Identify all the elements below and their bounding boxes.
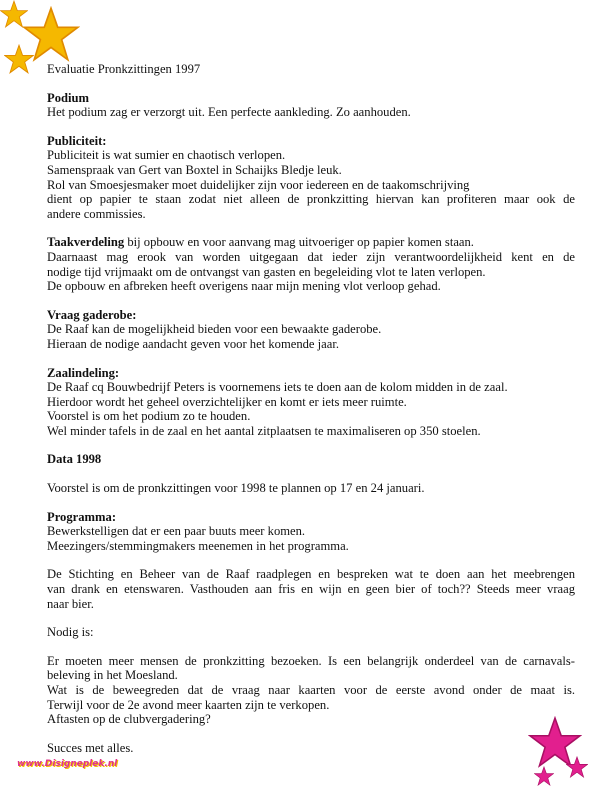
section-publiciteit xyxy=(47,134,575,222)
paragraph-nodig-is: Nodig is: xyxy=(47,625,94,640)
body-line: Voorstel is om de pronkzittingen voor 1998 te plannen op 17 en 24 januari. xyxy=(47,481,425,496)
body-line: Samenspraak van Gert van Boxtel in Schaijks Bledje leuk. xyxy=(47,162,342,177)
body-line: Publiciteit is wat sumier en chaotisch verlopen. xyxy=(47,148,286,163)
section-heading: Vraag gaderobe: xyxy=(47,307,137,322)
body-line: naar bier. xyxy=(47,596,94,611)
body-line: beleving in het Moesland. xyxy=(47,668,178,683)
section-vraag-gaderobe xyxy=(47,308,575,352)
section-heading: Zaalindeling: xyxy=(47,365,120,380)
body-line: De Stichting en Beheer van de Raaf raadplegen en bespreken wat te doen aan het meebrengen xyxy=(47,567,575,582)
body-line: andere commissies. xyxy=(47,206,146,221)
body-text: bij opbouw en voor aanvang mag uitvoeriger op papier komen staan. xyxy=(124,235,474,250)
section-heading: Data 1998 xyxy=(47,452,102,467)
body-line: Voorstel is om het podium zo te houden. xyxy=(47,409,251,424)
section-zaalindeling xyxy=(47,366,575,439)
body-line: dient op papier te staan zodat niet alleen de pronkzitting hiervan kan profiteren maar ook de xyxy=(47,192,575,207)
body-line xyxy=(47,235,575,250)
document-title: Evaluatie Pronkzittingen 1997 xyxy=(47,62,201,76)
body-line: Wel minder tafels in de zaal en het aantal zitplaatsen te maximaliseren op 350 stoelen. xyxy=(47,423,481,438)
paragraph-stichting xyxy=(47,567,575,611)
body-line: Daarnaast mag erook van worden uitgegaan dat ieder zijn verantwoordelijkheid kent en de xyxy=(47,249,575,264)
body-line: De Raaf cq Bouwbedrijf Peters is voornemens iets te doen aan de kolom midden in de zaal. xyxy=(47,380,508,395)
body-line: Hieraan de nodige aandacht geven voor het komende jaar. xyxy=(47,336,339,351)
body-line: Aftasten op de clubvergadering? xyxy=(47,712,211,727)
section-heading: Podium xyxy=(47,90,89,105)
section-programma xyxy=(47,510,575,554)
body-line: De Raaf kan de mogelijkheid bieden voor een bewaakte gaderobe. xyxy=(47,322,382,337)
section-data-1998 xyxy=(47,452,575,495)
gold-star-icon xyxy=(4,44,34,74)
section-heading: Taakverdeling xyxy=(47,235,125,250)
section-heading: Programma: xyxy=(47,509,117,524)
site-logo-text: www.Disigneplek.nl xyxy=(17,759,118,769)
body-line: nodige tijd vrijmaakt om de ontvangst van gasten en begeleiding vlot te laten verlopen. xyxy=(47,264,486,279)
body-line: Er moeten meer mensen de pronkzitting bezoeken. Is een belangrijk onderdeel van de carnavals- xyxy=(47,653,575,668)
section-podium xyxy=(47,91,575,120)
closing-line: Succes met alles. xyxy=(47,740,134,755)
body-line: Bewerkstelligen dat er een paar buuts meer komen. xyxy=(47,524,306,539)
document-body xyxy=(47,62,575,769)
body-line: De opbouw en afbreken heeft overigens naar mijn mening vlot verloop gehad. xyxy=(47,279,441,294)
body-line: Meezingers/stemmingmakers meenemen in het programma. xyxy=(47,538,349,553)
paragraph-bezoek xyxy=(47,654,575,727)
body-line: Terwijl voor de 2e avond meer kaarten zijn te verkopen. xyxy=(47,697,330,712)
body-line: Hierdoor wordt het geheel overzichtelijker en komt er iets meer ruimte. xyxy=(47,394,407,409)
body-line: Rol van Smoesjesmaker moet duidelijker zijn voor iedereen en de taakomschrijving xyxy=(47,177,470,192)
body-line: Wat is de beweegreden dat de vraag naar kaarten voor de eerste avond onder de maat is. xyxy=(47,683,575,697)
body-line: van drank en etenswaren. Vasthouden aan fris en wijn en geen bier of toch?? Steeds meer vraag xyxy=(47,582,575,597)
section-heading: Publiciteit: xyxy=(47,133,107,148)
body-line: Het podium zag er verzorgt uit. Een perfecte aankleding. Zo aanhouden. xyxy=(47,105,411,120)
section-taakverdeling xyxy=(47,235,575,293)
